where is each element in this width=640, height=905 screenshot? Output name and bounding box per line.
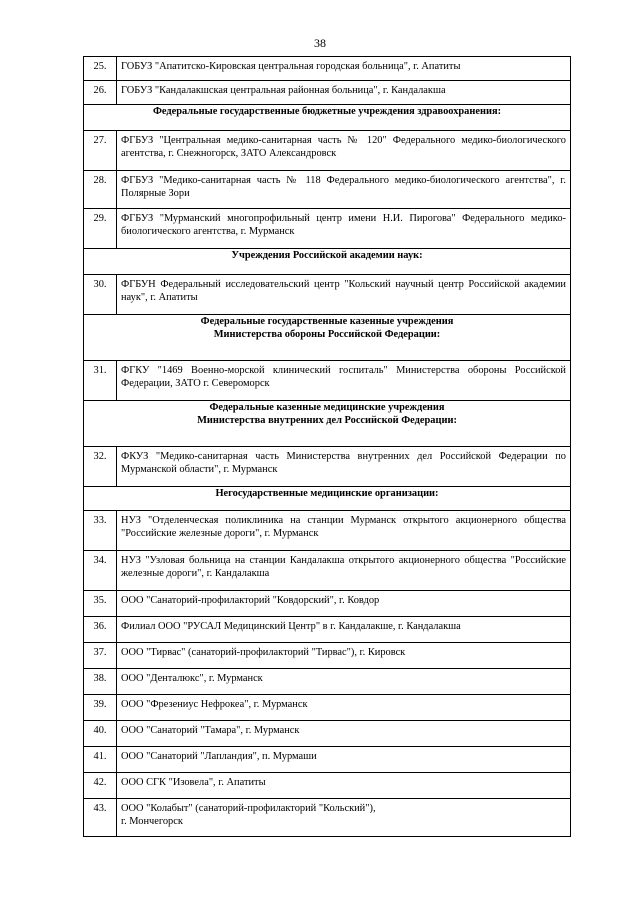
table-row <box>84 721 571 747</box>
row-number-cell <box>84 643 117 669</box>
section-header-row <box>84 249 571 275</box>
organization-name: ФКУЗ "Медико-санитарная часть Министерства внутренних дел Российской Федерации по Мурманской области", г. Мурманск <box>121 451 566 475</box>
row-number: 43. <box>93 803 107 814</box>
table-row <box>84 551 571 591</box>
organization-cell <box>117 669 571 695</box>
organization-cell <box>117 275 571 315</box>
section-header <box>84 487 571 511</box>
row-number: 31. <box>93 365 107 376</box>
organization-cell <box>117 695 571 721</box>
row-number-cell <box>84 669 117 695</box>
row-number: 41. <box>93 751 107 762</box>
organization-cell <box>117 551 571 591</box>
section-header <box>84 105 571 131</box>
table-row <box>84 209 571 249</box>
organization-cell <box>117 617 571 643</box>
row-number: 26. <box>93 85 107 96</box>
organization-cell <box>117 171 571 209</box>
table-row <box>84 669 571 695</box>
organization-cell <box>117 721 571 747</box>
row-number-cell <box>84 81 117 105</box>
row-number-cell <box>84 799 117 837</box>
section-header-line: Министерства внутренних дел Российской Федерации: <box>197 415 457 426</box>
organization-cell <box>117 773 571 799</box>
row-number-cell <box>84 361 117 401</box>
row-number: 38. <box>93 673 107 684</box>
row-number-cell <box>84 591 117 617</box>
row-number-cell <box>84 447 117 487</box>
organization-cell <box>117 799 571 837</box>
section-header <box>84 401 571 447</box>
table-row <box>84 773 571 799</box>
section-header <box>84 315 571 361</box>
organization-cell <box>117 361 571 401</box>
organization-name: ФГБУН Федеральный исследовательский центр "Кольский научный центр Российской академии наук", г. Апатиты <box>121 279 566 303</box>
organization-name: ГОБУЗ "Кандалакшская центральная районная больница", г. Кандалакша <box>121 85 446 96</box>
table-row <box>84 81 571 105</box>
row-number: 37. <box>93 647 107 658</box>
table-row <box>84 361 571 401</box>
table-row <box>84 617 571 643</box>
row-number: 29. <box>93 213 107 224</box>
organization-name: ГОБУЗ "Апатитско-Кировская центральная городская больница", г. Апатиты <box>121 61 461 72</box>
table-row <box>84 747 571 773</box>
organization-cell <box>117 591 571 617</box>
section-header-row <box>84 105 571 131</box>
organization-name: ООО "Тирвас" (санаторий-профилакторий "Тирвас"), г. Кировск <box>121 647 406 658</box>
table-row <box>84 643 571 669</box>
row-number-cell <box>84 617 117 643</box>
section-header <box>84 249 571 275</box>
organization-name: ООО "Санаторий "Лапландия", п. Мурмаши <box>121 751 317 762</box>
table-row <box>84 447 571 487</box>
row-number: 36. <box>93 621 107 632</box>
section-header-line: Федеральные государственные казенные учреждения <box>200 316 454 327</box>
organization-name: ФГБУЗ "Мурманский многопрофильный центр имени Н.И. Пирогова" Федерального медико-биологического агентства, г. Мурманск <box>121 213 566 237</box>
row-number: 33. <box>93 515 107 526</box>
organization-name: ООО СГК "Изовела", г. Апатиты <box>121 777 266 788</box>
table-body <box>84 57 571 837</box>
organization-cell <box>117 81 571 105</box>
row-number-cell <box>84 209 117 249</box>
section-header-line: Федеральные государственные бюджетные учреждения здравоохранения: <box>152 106 502 117</box>
row-number: 35. <box>93 595 107 606</box>
row-number: 42. <box>93 777 107 788</box>
row-number: 28. <box>93 175 107 186</box>
row-number-cell <box>84 57 117 81</box>
section-header-line: Учреждения Российской академии наук: <box>231 250 423 261</box>
row-number-cell <box>84 551 117 591</box>
row-number: 39. <box>93 699 107 710</box>
table-row <box>84 695 571 721</box>
organization-cell <box>117 209 571 249</box>
organizations-table <box>83 56 571 837</box>
row-number: 30. <box>93 279 107 290</box>
table-row <box>84 799 571 837</box>
row-number-cell <box>84 695 117 721</box>
row-number-cell <box>84 747 117 773</box>
section-header-line: Министерства обороны Российской Федерации: <box>213 329 441 340</box>
row-number-cell <box>84 131 117 171</box>
section-header-line: Негосударственные медицинские организации: <box>215 488 439 499</box>
organization-name: ФГКУ "1469 Военно-морской клинический госпиталь" Министерства обороны Российской Федерации, ЗАТО г. Североморск <box>121 365 566 389</box>
organization-name: ООО "Денталюкс", г. Мурманск <box>121 673 263 684</box>
row-number: 25. <box>93 61 107 72</box>
row-number: 32. <box>93 451 107 462</box>
organization-cell <box>117 57 571 81</box>
row-number: 40. <box>93 725 107 736</box>
table-row <box>84 171 571 209</box>
organization-cell <box>117 131 571 171</box>
organization-name: ООО "Санаторий "Тамара", г. Мурманск <box>121 725 300 736</box>
organization-name: ФГБУЗ "Центральная медико-санитарная часть № 120" Федерального медико-биологического агентства, г. Снежногорск, ЗАТО Александровск <box>121 135 566 159</box>
organization-name: НУЗ "Узловая больница на станции Кандалакша открытого акционерного общества "Российские железные дороги", г. Кандалакша <box>121 555 566 579</box>
organization-cell <box>117 447 571 487</box>
row-number-cell <box>84 511 117 551</box>
organization-name: ООО "Фрезениус Нефрокеа", г. Мурманск <box>121 699 308 710</box>
row-number: 34. <box>93 555 107 566</box>
page-number: 38 <box>314 36 326 50</box>
section-header-row <box>84 487 571 511</box>
organization-name: ООО "Колабыт" (санаторий-профилакторий "Кольский"), г. Мончегорск <box>121 803 376 827</box>
row-number-cell <box>84 275 117 315</box>
organization-name: ООО "Санаторий-профилакторий "Ковдорский", г. Ковдор <box>121 595 380 606</box>
organization-cell <box>117 643 571 669</box>
table-row <box>84 131 571 171</box>
section-header-line: Федеральные казенные медицинские учреждения <box>209 402 445 413</box>
organization-name: НУЗ "Отделенческая поликлиника на станции Мурманск открытого акционерного общества "Российские железные дороги", г. Мурманск <box>121 515 566 539</box>
row-number-cell <box>84 773 117 799</box>
organization-cell <box>117 511 571 551</box>
section-header-row <box>84 401 571 447</box>
table-row <box>84 511 571 551</box>
table-row <box>84 591 571 617</box>
row-number-cell <box>84 171 117 209</box>
organization-name: ФГБУЗ "Медико-санитарная часть № 118 Федерального медико-биологического агентства", г. Полярные Зори <box>121 175 566 199</box>
organization-name: Филиал ООО "РУСАЛ Медицинский Центр" в г. Кандалакше, г. Кандалакша <box>121 621 461 632</box>
row-number: 27. <box>93 135 107 146</box>
table-row <box>84 275 571 315</box>
table-row <box>84 57 571 81</box>
organization-cell <box>117 747 571 773</box>
row-number-cell <box>84 721 117 747</box>
section-header-row <box>84 315 571 361</box>
